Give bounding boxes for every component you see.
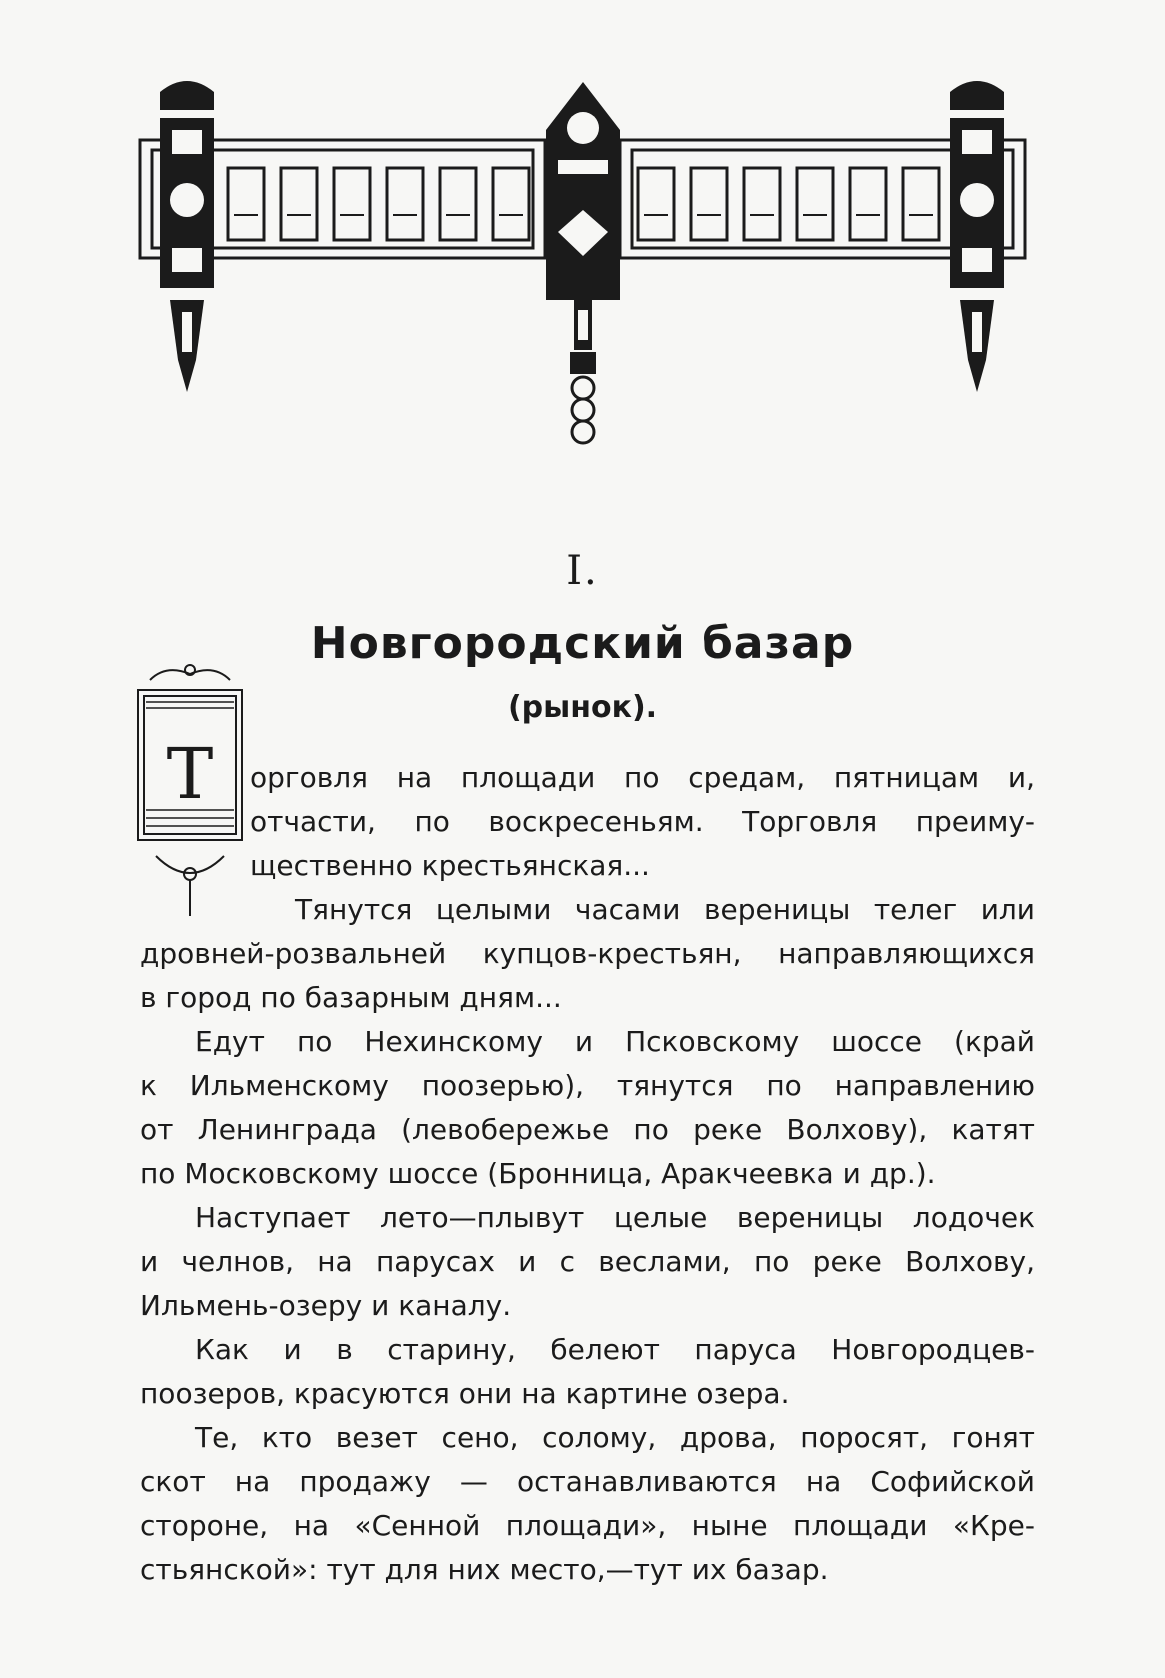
- chapter-number: I.: [566, 548, 599, 594]
- paragraph-2: [140, 888, 1035, 1020]
- paragraph-6: [140, 1416, 1035, 1592]
- dropcap-letter: Т: [166, 733, 214, 815]
- text-line: Как и в старину, белеют паруса Новгородцев-: [195, 1333, 1035, 1366]
- text-line: Ильмень-озеру и каналу.: [140, 1289, 512, 1322]
- text-line: орговля на площади по средам, пятницам и,: [250, 761, 1035, 794]
- text-line: к Ильменскому поозерью), тянутся по направлению: [140, 1069, 1035, 1102]
- text-line: дровней-розвальней купцов-крестьян, направляющихся: [140, 937, 1035, 970]
- text-line: от Ленинграда (левобережье по реке Волхову), катят: [140, 1113, 1035, 1146]
- paragraph-5: [140, 1328, 1035, 1416]
- text-line: Тянутся целыми часами вереницы телег или: [295, 893, 1035, 926]
- paragraph-3: [140, 1020, 1035, 1196]
- chapter-subtitle: (рынок).: [507, 690, 658, 725]
- text-line: по Московскому шоссе (Бронница, Аракчеевка и др.).: [140, 1157, 936, 1190]
- text-line: скот на продажу — останавливаются на Софийской: [140, 1465, 1035, 1498]
- text-line: Те, кто везет сено, солому, дрова, поросят, гонят: [195, 1421, 1035, 1454]
- text-line: стьянской»: тут для них место,—тут их базар.: [140, 1553, 829, 1586]
- text-line: щественно крестьянская...: [250, 849, 650, 882]
- text-line: Едут по Нехинскому и Псковскому шоссе (край: [195, 1025, 1035, 1058]
- chapter-title: Новгородский базар: [310, 618, 855, 669]
- paragraph-1: [250, 756, 1035, 888]
- paragraph-4: [140, 1196, 1035, 1328]
- text-line: стороне, на «Сенной площади», ныне площади «Кре-: [140, 1509, 1035, 1542]
- text-line: поозеров, красуются они на картине озера.: [140, 1377, 790, 1410]
- text-line: отчасти, по воскресеньям. Торговля преиму-: [250, 805, 1035, 838]
- text-line: в город по базарным дням...: [140, 981, 562, 1014]
- text-line: Наступает лето—плывут целые вереницы лодочек: [195, 1201, 1035, 1234]
- decorative-headpiece-icon: [0, 0, 1165, 460]
- ornamental-initial-icon: [136, 660, 244, 920]
- text-line: и челнов, на парусах и с веслами, по реке Волхову,: [140, 1245, 1035, 1278]
